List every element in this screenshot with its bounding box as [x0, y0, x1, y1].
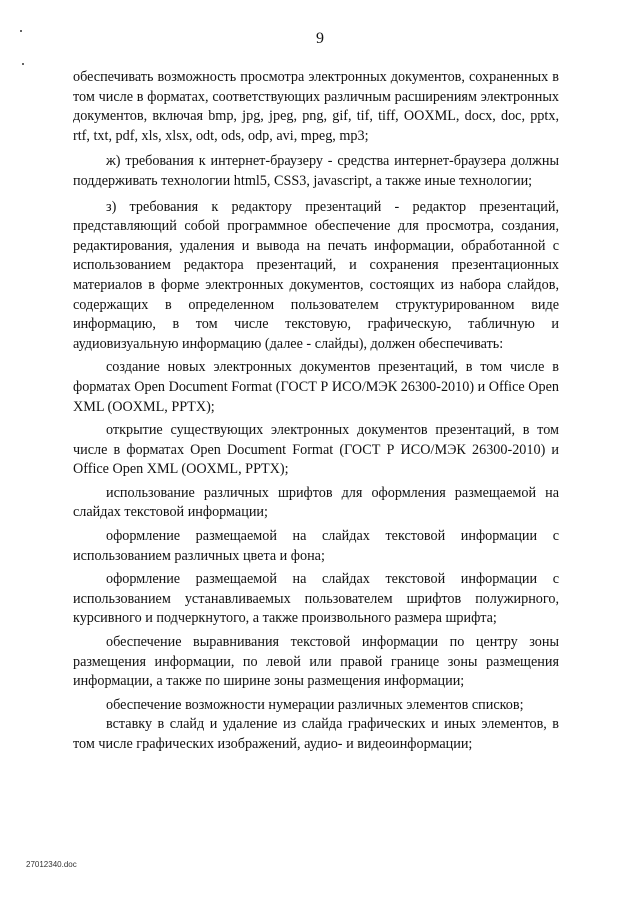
- list-item: оформление размещаемой на слайдах текстовой информации с использованием различных цвета и фона;: [73, 528, 559, 564]
- file-name-footer: 27012340.doc: [26, 860, 77, 869]
- list-item: обеспечение возможности нумерации различных элементов списков;: [106, 696, 524, 713]
- page-number: 9: [316, 30, 324, 47]
- list-item: обеспечение выравнивания текстовой информации по центру зоны размещения информации, по левой или правой границе зоны размещения информации, а также по ширине зоны размещения информации;: [73, 634, 559, 690]
- list-item: создание новых электронных документов презентаций, в том числе в форматах Open Document Format (ГОСТ Р ИСО/МЭК 26300-2010) и Office Open XML (OOXML, PPTX);: [73, 359, 559, 415]
- scan-speck: [22, 63, 24, 65]
- paragraph-presentation-editor: з) требования к редактору презентаций - редактор презентаций, представляющий собой программное обеспечение для просмотра, создания, редактирования, удаления и вывода на печать информации, обработанной с использованием редактора презентаций, и сохранения презентационных материалов в форме электронных документов, состоящих из набора слайдов, содержащих в определенном пользователем структурированном виде информацию, в том числе текстовую, графическую, табличную и аудиовизуальную информацию (далее - слайды), должен обеспечивать:: [73, 198, 559, 352]
- paragraph-browser-requirements: ж) требования к интернет-браузеру - средства интернет-браузера должны поддерживать технологии html5, CSS3, javascript, а также иные технологии;: [73, 153, 559, 189]
- list-item: вставку в слайд и удаление из слайда графических и иных элементов, в том числе графических изображений, аудио- и видеоинформации;: [73, 716, 559, 752]
- list-item: открытие существующих электронных документов презентаций, в том числе в форматах Open Document Format (ГОСТ Р ИСО/МЭК 26300-2010) и Office Open XML (OOXML, PPTX);: [73, 422, 559, 478]
- paragraph-formats: обеспечивать возможность просмотра электронных документов, сохраненных в том числе в форматах, соответствующих различным расширениям электронных документов, включая bmp, jpg, jpeg, png, gif, tif, tiff, OOXML, docx, doc, pptx, rtf, txt, pdf, xls, xlsx, odt, ods, odp, avi, mpeg, mp3;: [73, 69, 559, 144]
- document-body: [73, 68, 559, 755]
- list-item: использование различных шрифтов для оформления размещаемой на слайдах текстовой информации;: [73, 484, 559, 521]
- list-item: оформление размещаемой на слайдах текстовой информации с использованием устанавливаемых пользователем шрифтов полужирного, курсивного и подчеркнутого, а также произвольного размера шрифта;: [73, 571, 559, 627]
